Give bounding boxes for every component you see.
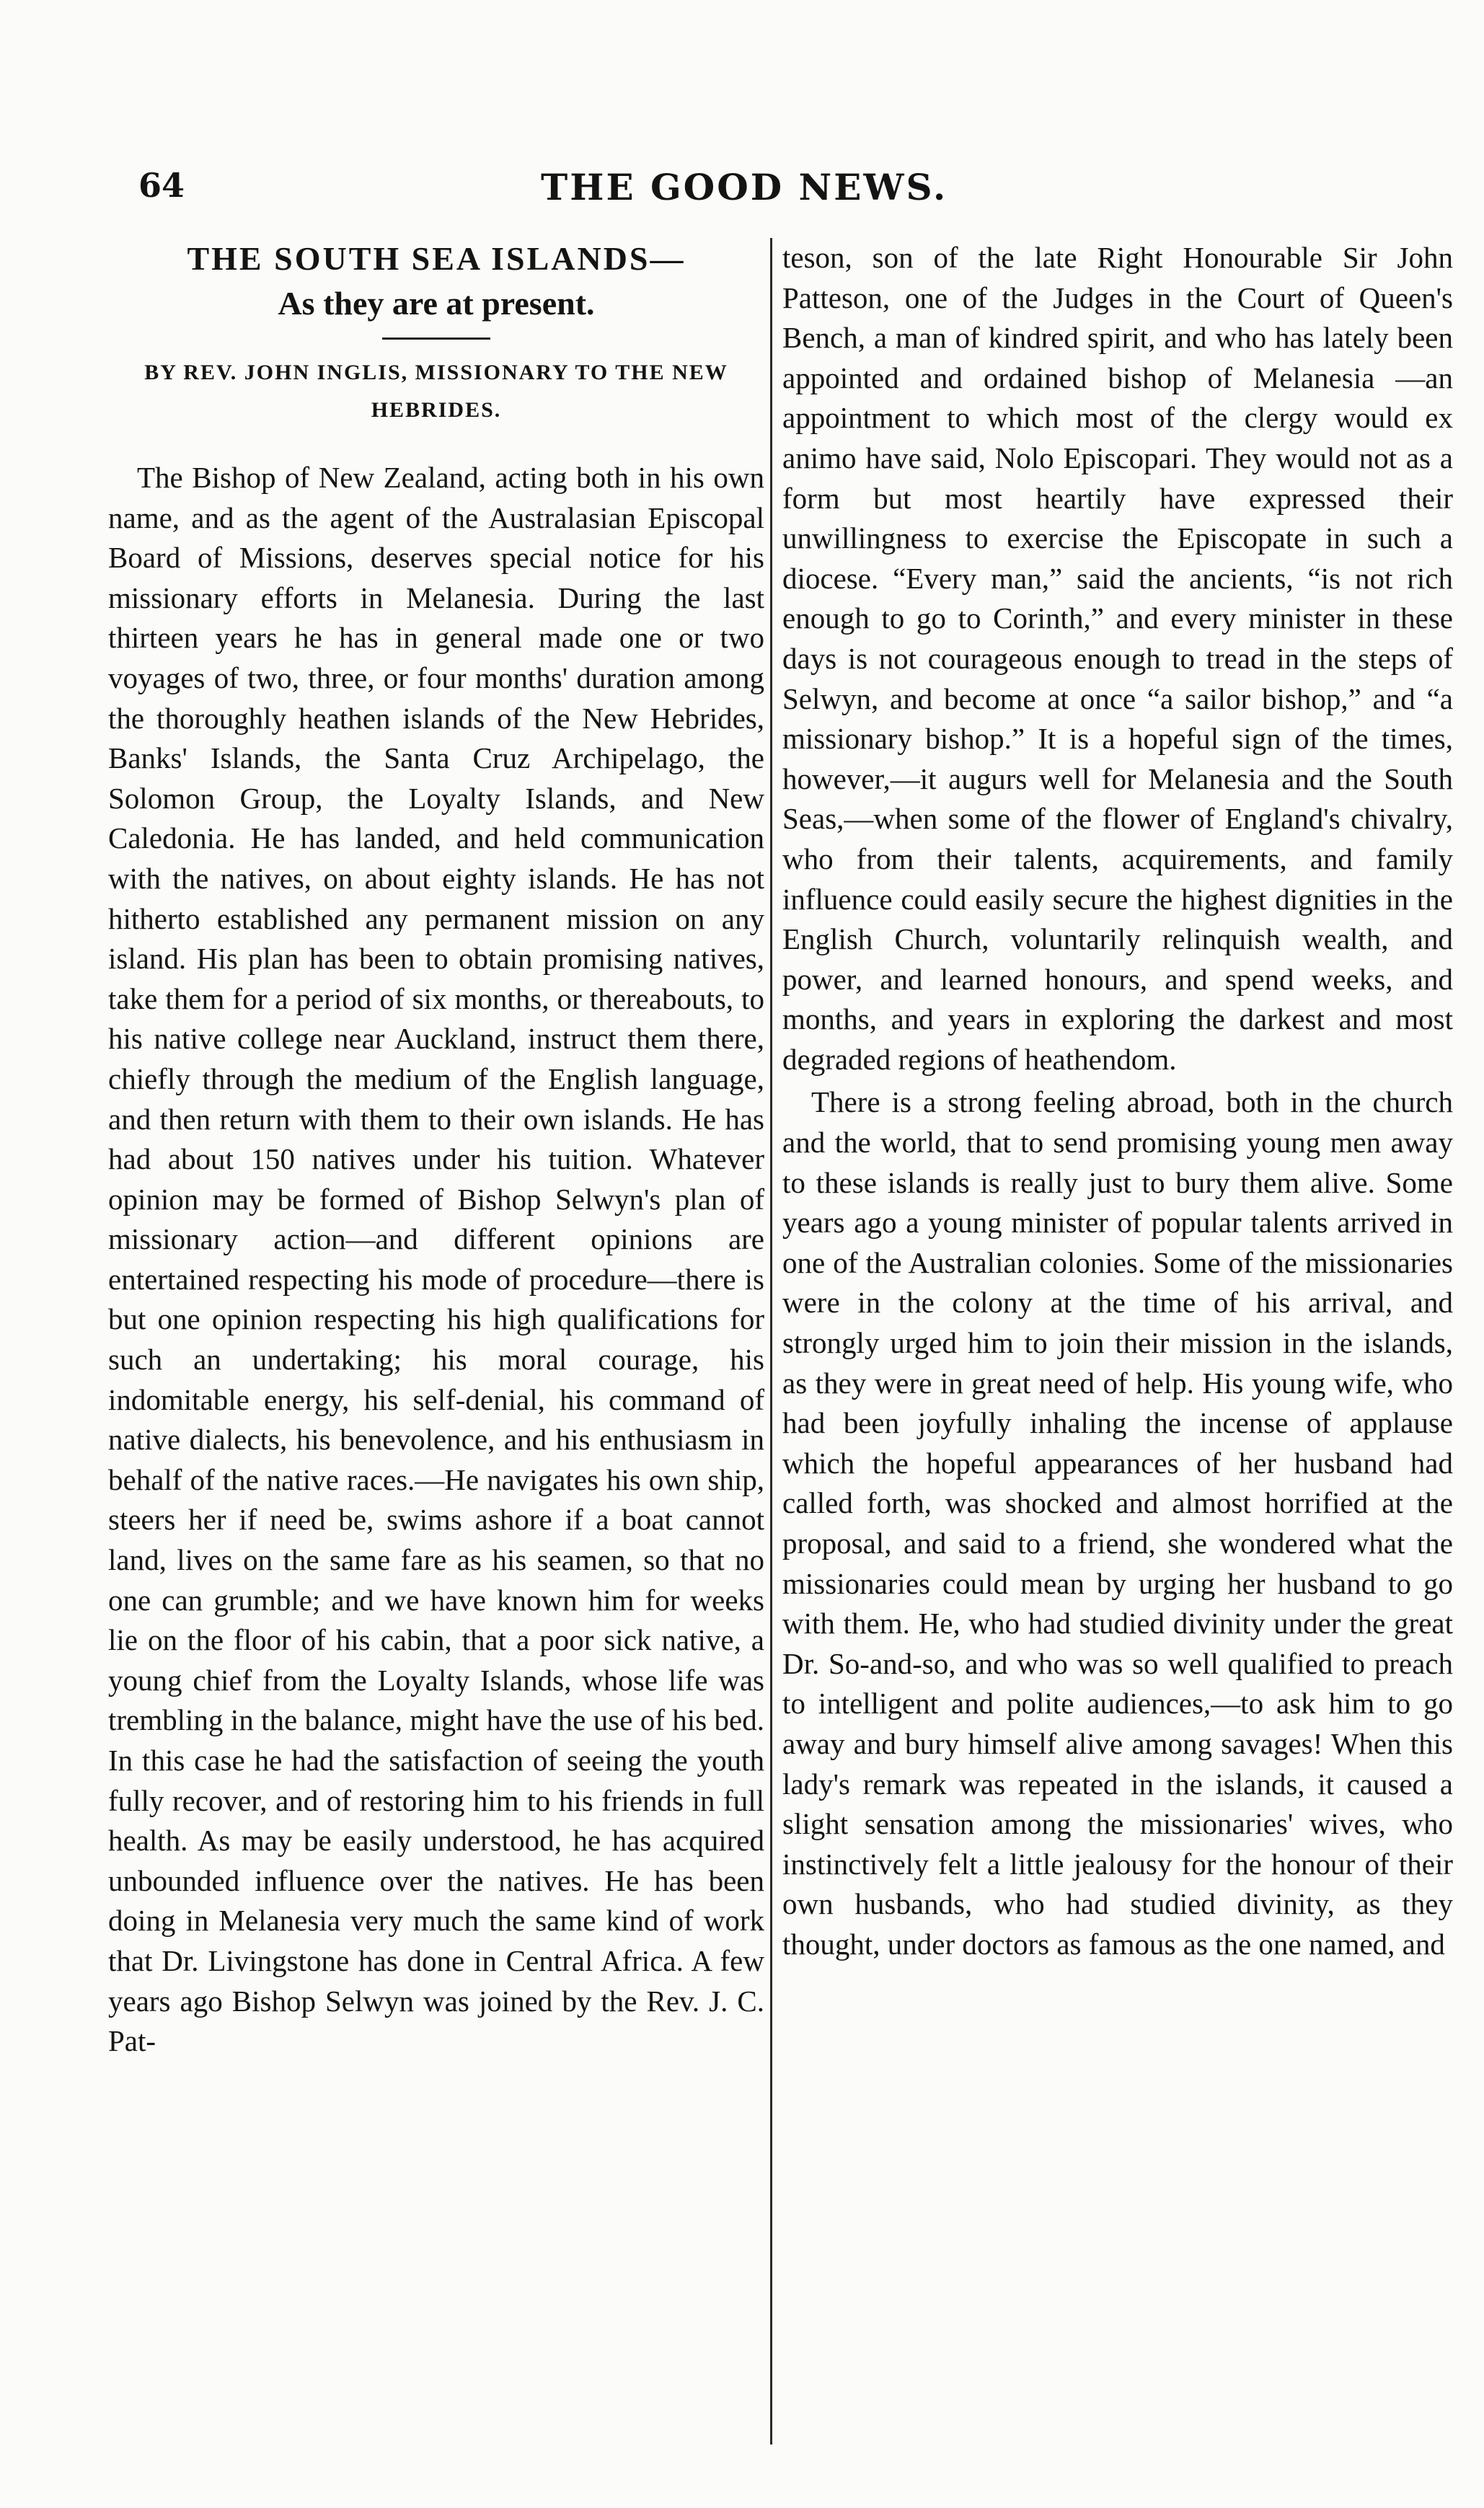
page-number: 64 (138, 166, 185, 205)
left-paragraph-1: The Bishop of New Zealand, acting both in his own name, and as the agent of the Australasian Episcopal Board of Missions, deserves special notice for his missionary efforts in Melanesia. During the last thirteen years he has in general made one or two voyages of two, three, or four months' duration among the thoroughly heathen islands of the New Hebrides, Banks' Islands, the Santa Cruz Archipelago, the Solomon Group, the Loyalty Islands, and New Caledonia. He has landed, and held communication with the natives, on about eighty islands. He has not hitherto established any permanent mission on any island. His plan has been to obtain promising natives, take them for a period of six months, or thereabouts, to his native college near Auckland, instruct them there, chiefly through the medium of the English language, and then return with them to their own islands. He has had about 150 natives under his tuition. Whatever opinion may be formed of Bishop Selwyn's plan of missionary action—and different opinions are entertained respecting his mode of procedure—there is but one opinion respecting his high qualifications for such an undertaking; his moral courage, his indomitable energy, his self-denial, his command of native dialects, his benevolence, and his enthusiasm in behalf of the native races.—He navigates his own ship, steers her if need be, swims ashore if a boat cannot land, lives on the same fare as his seamen, so that no one can grumble; and we have known him for weeks lie on the floor of his cabin, that a poor sick native, a young chief from the Loyalty Islands, whose life was trembling in the balance, might have the use of his bed. In this case he had the satisfaction of seeing the youth fully recover, and of restoring him to his friends in full health. As may be easily understood, he has acquired unbounded influence over the natives. He has been doing in Melanesia very much the same kind of work that Dr. Livingstone has done in Central Africa. A few years ago Bishop Selwyn was joined by the Rev. J. C. Pat- (108, 461, 764, 2058)
page-header (108, 166, 1435, 209)
left-column (108, 238, 764, 2445)
column-divider (770, 238, 772, 2445)
running-title: THE GOOD NEWS. (541, 166, 948, 208)
article-subtitle: As they are at present. (278, 285, 595, 322)
article-title: THE SOUTH SEA ISLANDS— (187, 240, 686, 277)
right-paragraph-1: teson, son of the late Right Honourable Sir John Patteson, one of the Judges in the Court of Queen's Bench, a man of kindred spirit, and who has lately been appointed and ordained bishop of Melanesia —an appointment to which most of the clergy would ex animo have said, Nolo Episcopari. They would not as a form but most heartily have expressed their unwillingness to exercise the Episcopate in such a diocese. “Every man,” said the ancients, “is not rich enough to go to Corinth,” and every minister in these days is not courageous enough to tread in the steps of Selwyn, and become at once “a sailor bishop,” and “a missionary bishop.” It is a hopeful sign of the times, however,—it augurs well for Melanesia and the South Seas,—when some of the flower of England's chivalry, who from their talents, acquirements, and family influence could easily secure the highest dignities in the English Church, voluntarily relinquish wealth, and power, and learned honours, and spend weeks, and months, and years in exploring the darkest and most degraded regions of heathendom. (782, 241, 1453, 1076)
right-column (782, 238, 1453, 2445)
title-rule (382, 337, 490, 340)
article-byline: BY REV. JOHN INGLIS, MISSIONARY TO THE NEW HEBRIDES. (144, 361, 728, 422)
right-paragraph-2: There is a strong feeling abroad, both in the church and the world, that to send promising young men away to these islands is really just to bury them alive. Some years ago a young minister of popular talents arrived in one of the Australian colonies. Some of the missionaries were in the colony at the time of his arrival, and strongly urged him to join their mission in the islands, as they were in great need of help. His young wife, who had been joyfully inhaling the incense of applause which the hopeful appearances of her husband had called forth, was shocked and almost horrified at the proposal, and said to a friend, she wondered what the missionaries could mean by urging her husband to go with them. He, who had studied divinity under the great Dr. So-and-so, and who was so well qualified to preach to intelligent and polite audiences,—to ask him to go away and bury himself alive among savages! When this lady's remark was repeated in the islands, it caused a slight sensation among the missionaries' wives, who instinctively felt a little jealousy for the honour of their own husbands, who had studied divinity, as they thought, under doctors as famous as the one named, and (782, 1085, 1453, 1961)
